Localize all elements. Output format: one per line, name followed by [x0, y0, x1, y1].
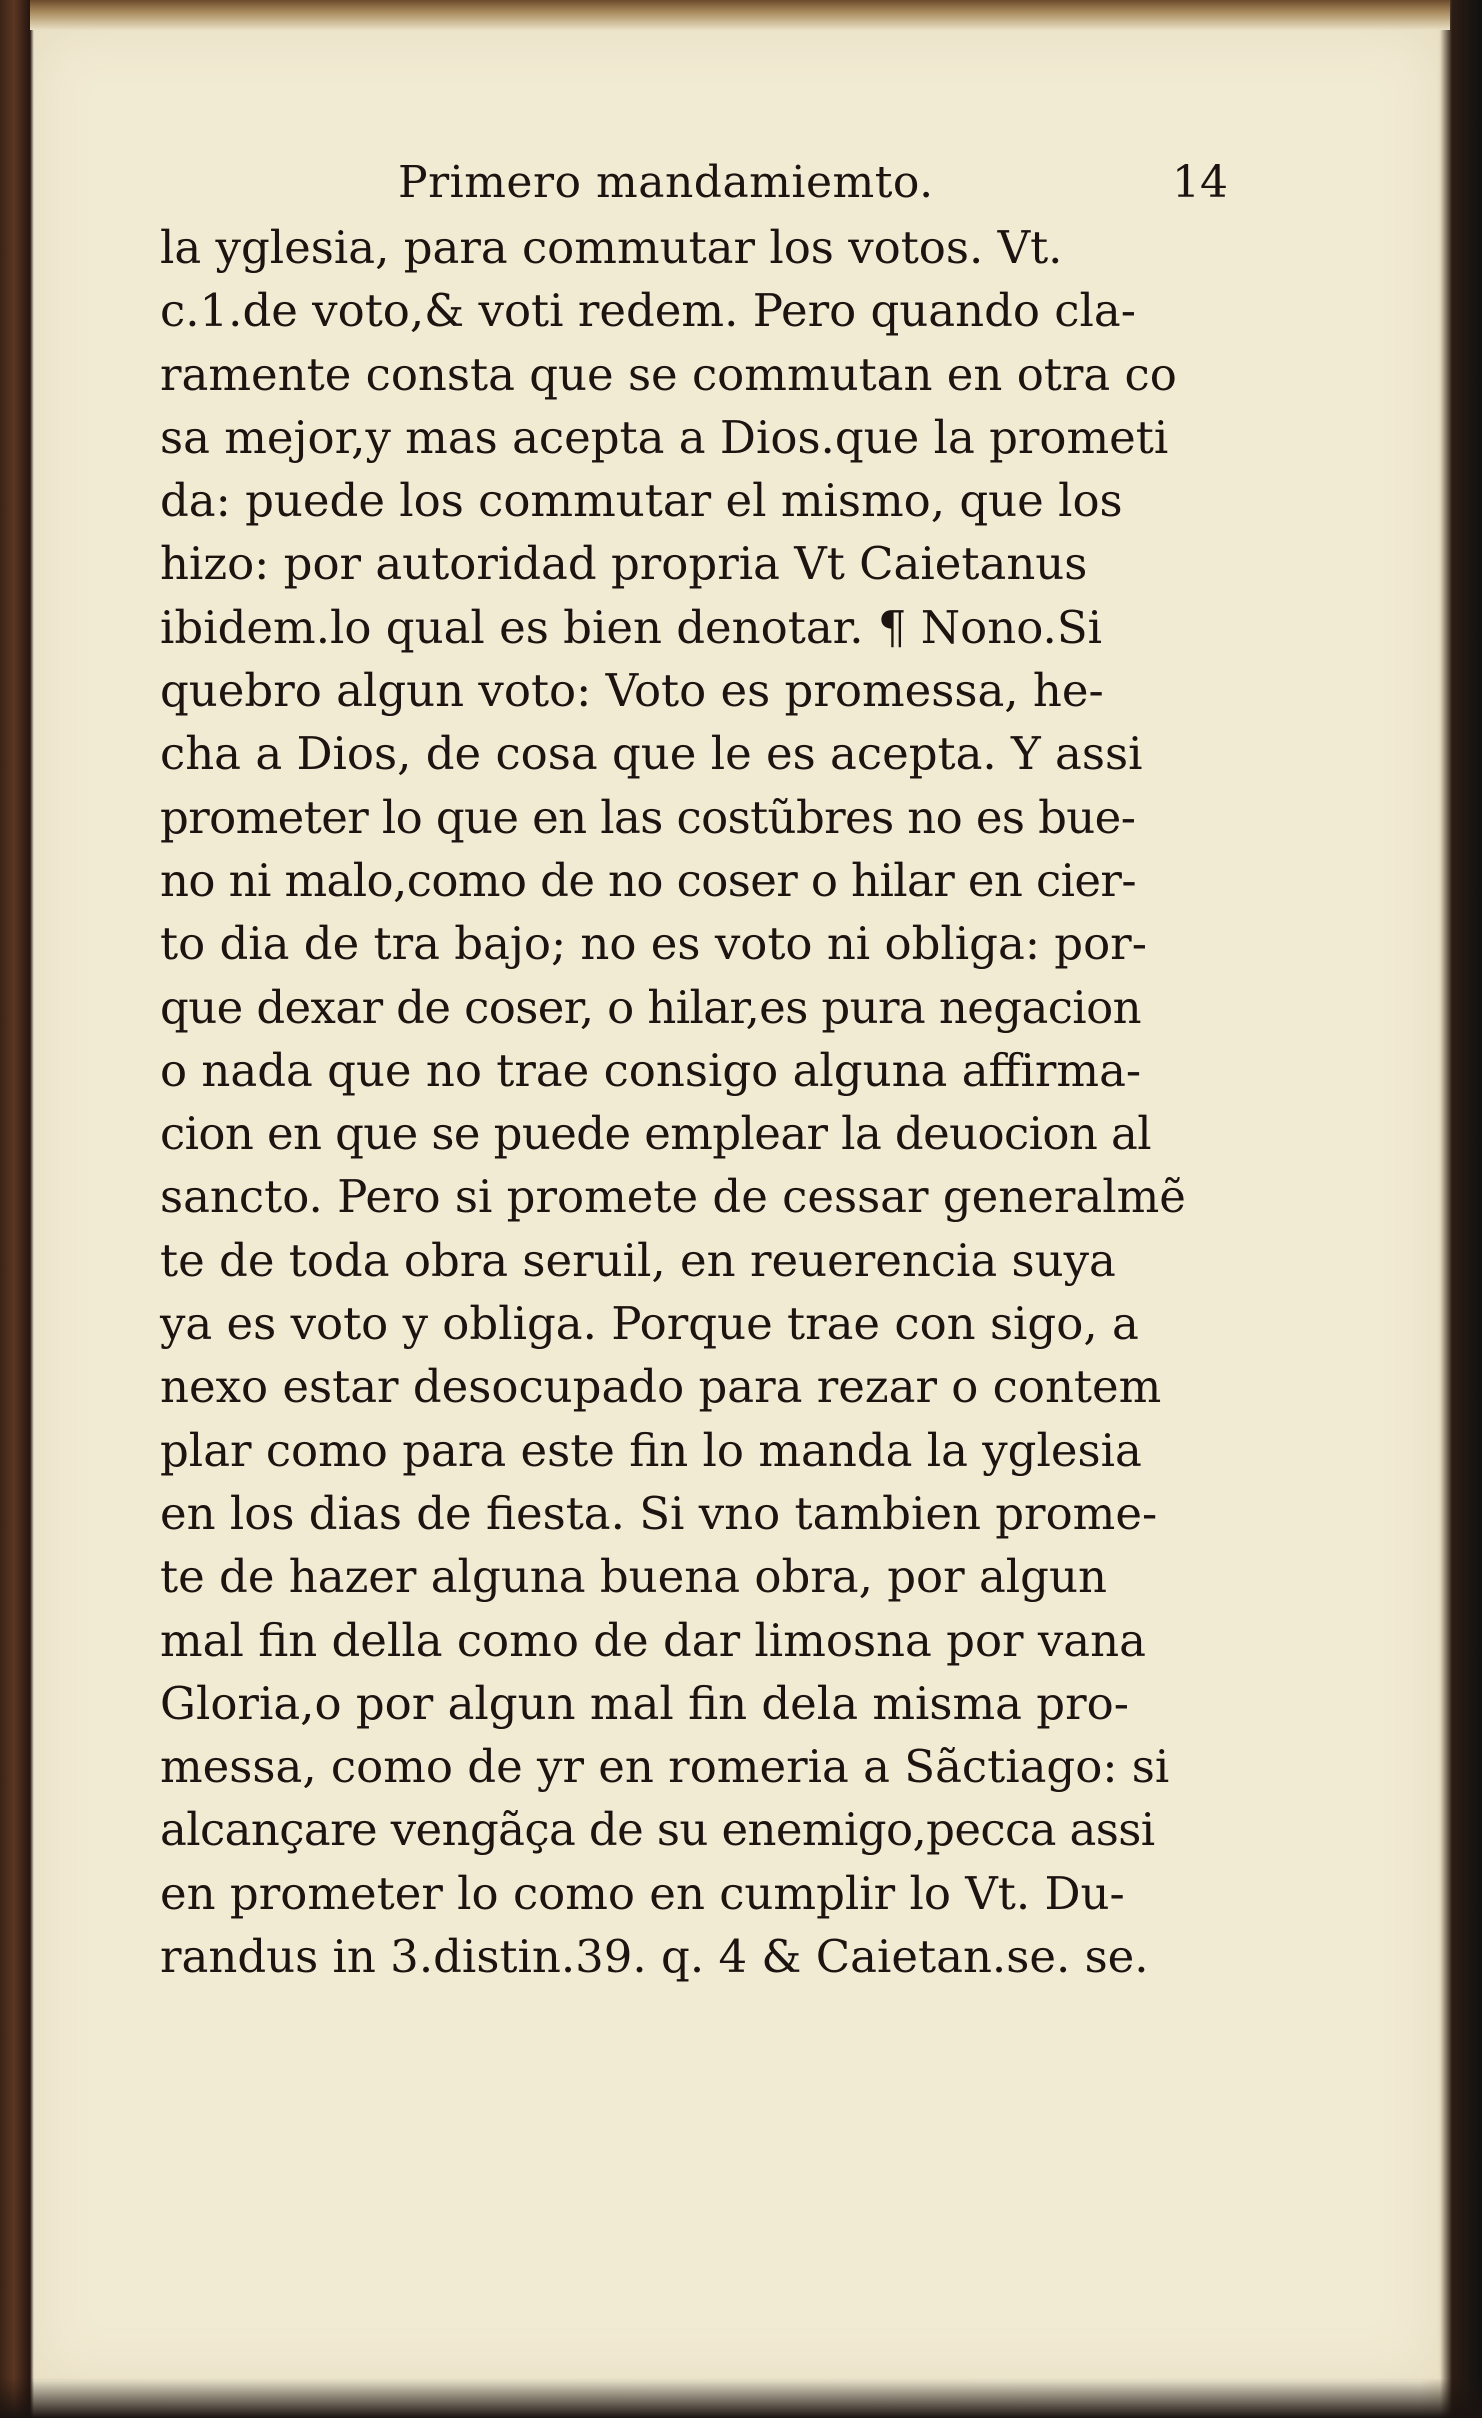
text-line: cion en que se puede emplear la deuocion al: [160, 1107, 1152, 1161]
text-line: que dexar de coser, o hilar,es pura negacion: [160, 980, 1141, 1034]
text-line: te de hazer alguna buena obra, por algun: [160, 1550, 1107, 1604]
text-line: mal fin della como de dar limosna por vana: [160, 1613, 1146, 1667]
text-line: randus in 3.distin.39. q. 4 & Caietan.se. se.: [160, 1930, 1149, 1984]
text-line: en prometer lo como en cumplir lo Vt. Du-: [160, 1866, 1125, 1920]
printed-text-block: [160, 150, 1230, 1988]
text-line: plar como para este fin lo manda la yglesia: [160, 1423, 1142, 1477]
text-line: sa mejor,y mas acepta a Dios.que la prometi: [160, 410, 1169, 464]
page-top-edge: [30, 0, 1450, 30]
text-line: Gloria,o por algun mal fin dela misma pro-: [160, 1676, 1129, 1730]
text-line: da: puede los commutar el mismo, que los: [160, 474, 1123, 528]
running-head: [160, 150, 1230, 216]
text-line: no ni malo,como de no coser o hilar en cier-: [160, 853, 1136, 907]
text-line: en los dias de fiesta. Si vno tambien prome-: [160, 1486, 1158, 1540]
text-line: alcançare vengãça de su enemigo,pecca assi: [160, 1803, 1155, 1857]
text-line: ya es voto y obliga. Porque trae con sigo, a: [160, 1297, 1139, 1351]
running-head-title: Primero mandamiemto.: [398, 157, 934, 208]
text-line: sancto. Pero si promete de cessar generalmẽ: [160, 1170, 1186, 1224]
text-line: o nada que no trae consigo alguna affirma-: [160, 1043, 1142, 1097]
text-line: cha a Dios, de cosa que le es acepta. Y assi: [160, 727, 1143, 781]
text-line: c.1.de voto,& voti redem. Pero quando cla-: [160, 284, 1136, 338]
text-line: prometer lo que en las costũbres no es bue-: [160, 790, 1136, 844]
text-line: messa, como de yr en romeria a Sãctiago: si: [160, 1740, 1170, 1794]
text-line: te de toda obra seruil, en reuerencia suya: [160, 1233, 1116, 1287]
page-number: 14: [1172, 157, 1228, 208]
text-line: to dia de tra bajo; no es voto ni obliga: por-: [160, 917, 1147, 971]
text-line: ibidem.lo qual es bien denotar. ¶ Nono.Si: [160, 600, 1103, 654]
text-line: la yglesia, para commutar los votos. Vt.: [160, 221, 1063, 274]
page-bottom-shadow: [0, 2378, 1482, 2418]
text-line: nexo estar desocupado para rezar o contem: [160, 1360, 1162, 1414]
text-line: ramente consta que se commutan en otra co: [160, 347, 1177, 401]
text-line: quebro algun voto: Voto es promessa, he-: [160, 664, 1104, 718]
text-line: hizo: por autoridad propria Vt Caietanus: [160, 537, 1088, 591]
